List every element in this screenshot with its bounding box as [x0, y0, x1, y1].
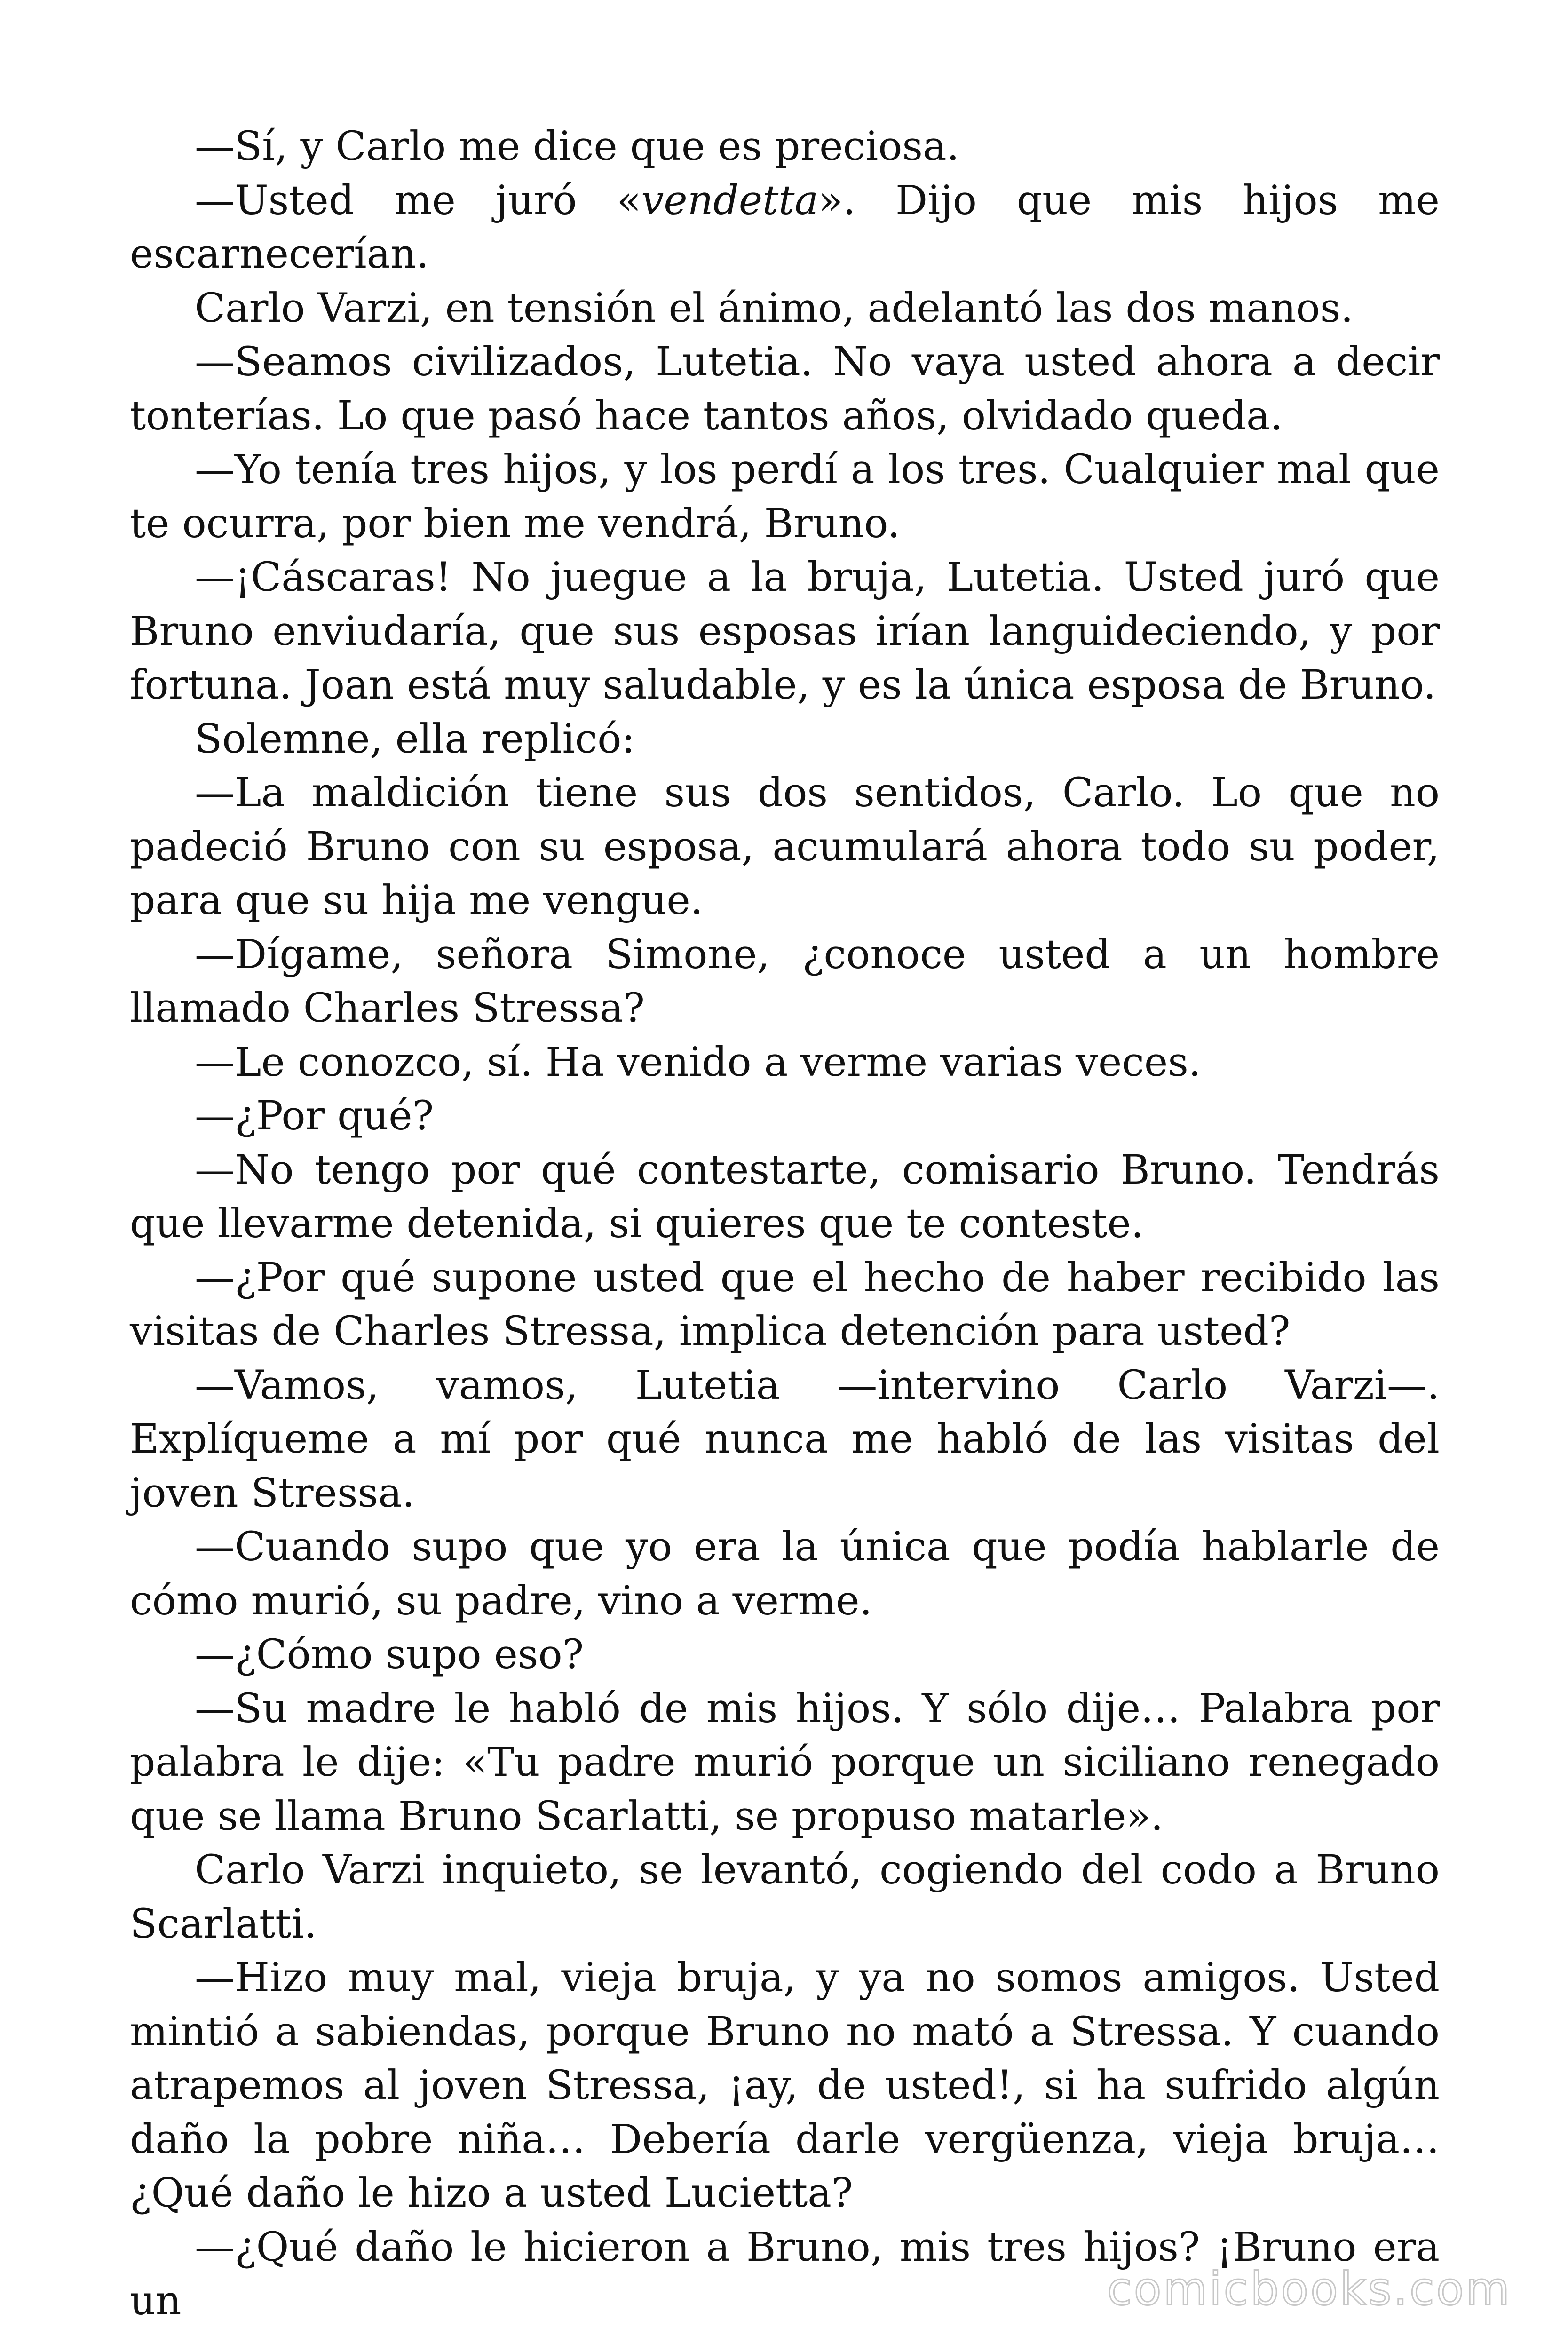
paragraph: —¿Cómo supo eso?: [195, 1631, 584, 1678]
paragraph: —Usted me juró «vendetta». Dijo que mis hijos me escarnecerían.: [130, 177, 1440, 278]
site-watermark: comicbooks.com: [1107, 2263, 1512, 2315]
paragraph: —La maldición tiene sus dos sentidos, Carlo. Lo que no padeció Bruno con su esposa, acumulará ahora todo su poder, para que su hija me vengue.: [130, 770, 1440, 924]
paragraph: —Hizo muy mal, vieja bruja, y ya no somos amigos. Usted mintió a sabiendas, porque Bruno no mató a Stressa. Y cuando atrapemos al joven Stressa, ¡ay, de usted!, si ha sufrido algún daño la pobre niña… Debería darle vergüenza, vieja bruja… ¿Qué daño le hizo a usted Lucietta?: [130, 1955, 1440, 2217]
paragraph: —Vamos, vamos, Lutetia —intervino Carlo Varzi—. Explíqueme a mí por qué nunca me habló de las visitas del joven Stressa.: [130, 1362, 1440, 1517]
paragraph: —Cuando supo que yo era la única que podía hablarle de cómo murió, su padre, vino a verme.: [130, 1524, 1440, 1624]
paragraph: —Sí, y Carlo me dice que es preciosa.: [195, 123, 959, 170]
paragraph: —¿Por qué supone usted que el hecho de haber recibido las visitas de Charles Stressa, implica detención para usted?: [130, 1254, 1440, 1355]
paragraph: Solemne, ella replicó:: [195, 715, 635, 763]
page-body-text: [130, 120, 1440, 2328]
paragraph: —¿Por qué?: [195, 1093, 434, 1139]
paragraph: —¿Qué daño le hicieron a Bruno, mis tres hijos? ¡Bruno era un: [130, 2224, 1440, 2324]
paragraph: —Dígame, señora Simone, ¿conoce usted a un hombre llamado Charles Stressa?: [130, 931, 1440, 1032]
paragraph: —Le conozco, sí. Ha venido a verme varias veces.: [195, 1039, 1201, 1086]
paragraph: Carlo Varzi inquieto, se levantó, cogiendo del codo a Bruno Scarlatti.: [130, 1847, 1440, 1947]
paragraph: —Seamos civilizados, Lutetia. No vaya usted ahora a decir tonterías. Lo que pasó hace tantos años, olvidado queda.: [130, 339, 1440, 439]
paragraph: —No tengo por qué contestarte, comisario Bruno. Tendrás que llevarme detenida, si quieres que te conteste.: [130, 1146, 1440, 1247]
paragraph: —Su madre le habló de mis hijos. Y sólo dije… Palabra por palabra le dije: «Tu padre murió porque un siciliano renegado que se llama Bruno Scarlatti, se propuso matarle».: [130, 1685, 1440, 1840]
paragraph: Carlo Varzi, en tensión el ánimo, adelantó las dos manos.: [195, 285, 1354, 332]
paragraph: —Yo tenía tres hijos, y los perdí a los tres. Cualquier mal que te ocurra, por bien me vendrá, Bruno.: [130, 446, 1440, 547]
paragraph: —¡Cáscaras! No juegue a la bruja, Lutetia. Usted juró que Bruno enviudaría, que sus esposas irían languideciendo, y por fortuna. Joan está muy saludable, y es la única esposa de Bruno.: [130, 554, 1440, 708]
